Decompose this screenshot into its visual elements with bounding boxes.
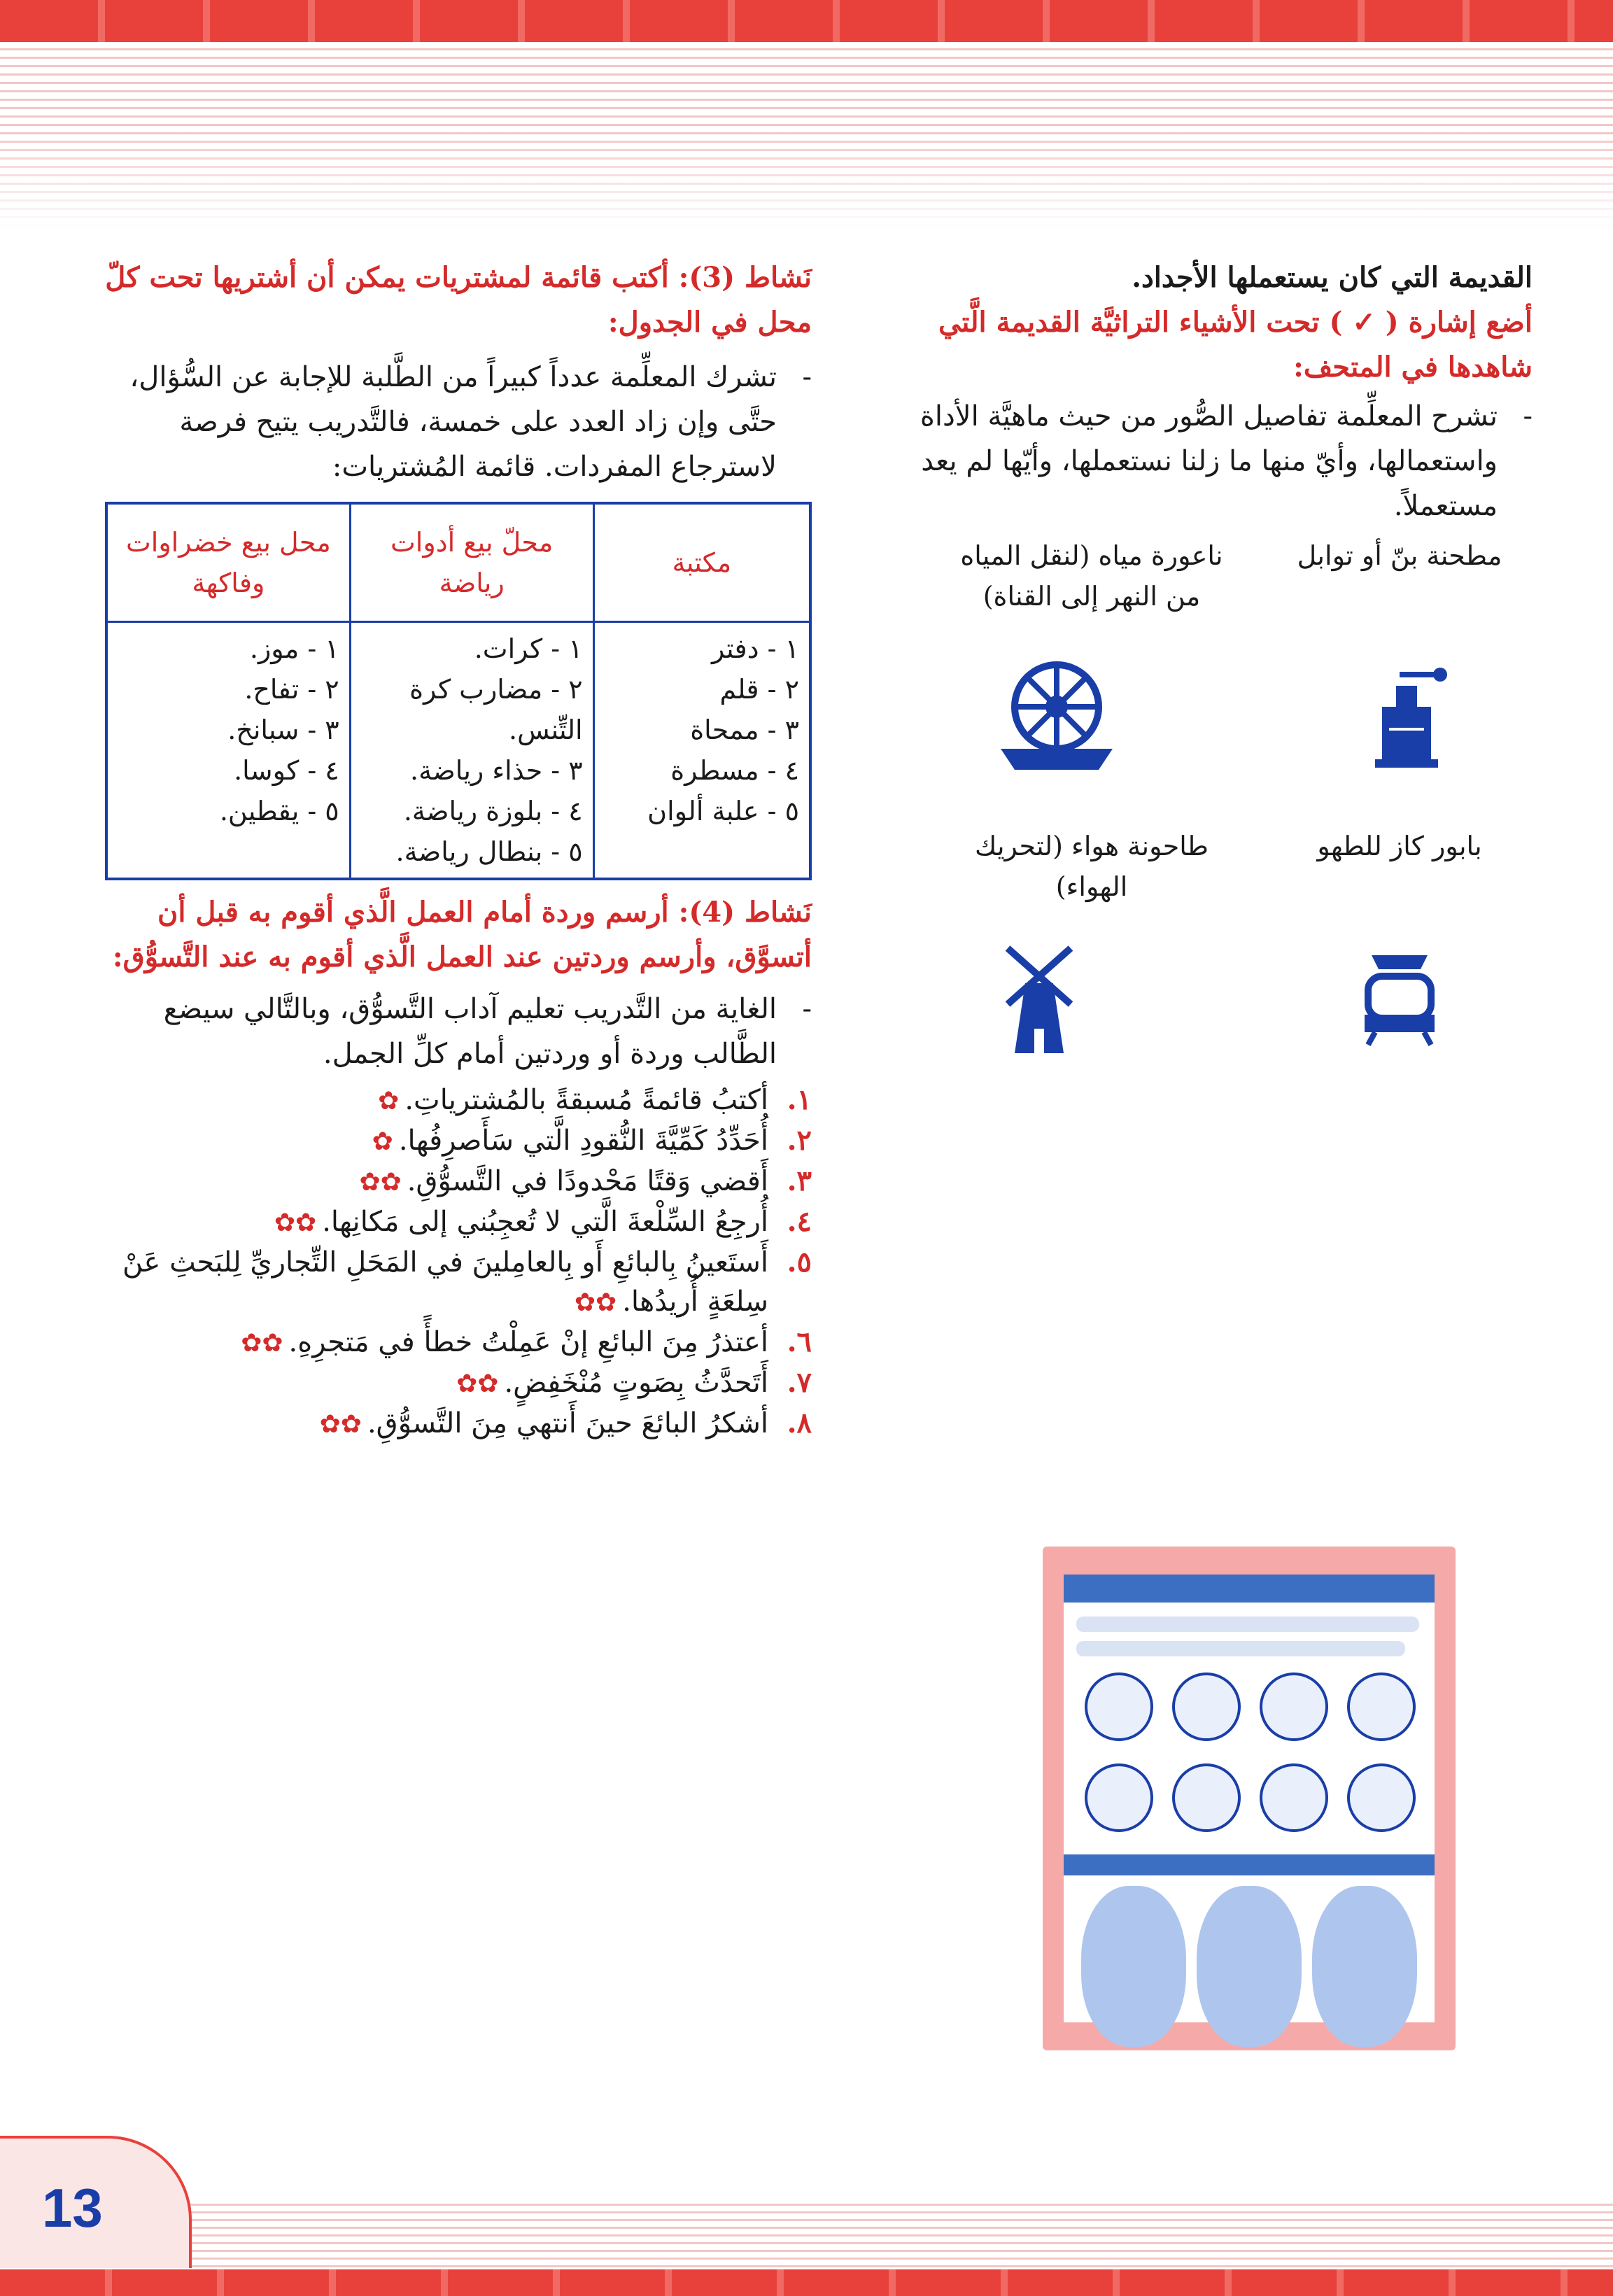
list-item: ٢ - قلم — [719, 674, 799, 705]
list-item: ٣ - حذاء رياضة. — [410, 755, 583, 786]
thumbnail-header — [1064, 1575, 1435, 1603]
bottom-decorative-band — [0, 2198, 1613, 2296]
top-red-strip — [0, 0, 1613, 42]
heritage-items-grid — [875, 528, 1533, 1074]
table-header-sports: محلّ بيع أدوات رياضة — [350, 503, 593, 622]
item-text: أَستَعينُ بِالبائعِ أَو بِالعامِلينَ في المَحَلِ التِّجاريِّ لِلبَحثِ عَنْ سِلعَةٍ أُريدُها. — [122, 1246, 768, 1318]
item-text: أَقضي وَقتًا مَحْدودًا في التَّسوُّقِ. — [407, 1165, 768, 1197]
thumbnail-circle — [1085, 1763, 1153, 1832]
list-item — [105, 1323, 812, 1363]
item-label-coffee-grinder: مطحنة بنّ أو توابل — [1297, 540, 1502, 571]
etiquette-list — [105, 1080, 812, 1444]
item-number: ١. — [787, 1083, 812, 1116]
thumbnail-circle — [1172, 1763, 1241, 1832]
table-row — [106, 622, 810, 880]
thumbnail-line — [1076, 1641, 1405, 1656]
list-item: ١ - موز. — [249, 633, 339, 664]
item-number: ٤. — [787, 1205, 812, 1238]
list-item: ٢ - تفاح. — [244, 674, 339, 705]
list-item: ٥ - بنطال رياضة. — [395, 836, 583, 867]
table-header-stationery: مكتبة — [593, 503, 810, 622]
list-item: ٤ - بلوزة رياضة. — [403, 796, 583, 826]
shopping-table — [105, 502, 812, 880]
list-item: ١ - كرات. — [474, 633, 583, 664]
activity-3-teacher-note: - تشرك المعلِّمة عدداً كبيراً من الطَّلبة للإجابة عن السُّؤال، حتَّى وإن زاد العدد على خمسة، فالتَّدريب يتيح فرصة لاسترجاع المفردات. قائمة المُشتريات: — [105, 355, 812, 489]
table-header-row — [106, 503, 810, 622]
list-item — [105, 1404, 812, 1444]
thumbnail-section-bar — [1064, 1854, 1435, 1875]
item-label-windmill: طاحونة هواء (لتحريك الهواء) — [974, 831, 1209, 902]
item-number: ٢. — [787, 1124, 812, 1157]
list-item: ٣ - ممحاة — [690, 714, 799, 745]
flower-icon: ✿✿ — [241, 1329, 283, 1358]
top-fade — [0, 133, 1613, 231]
thumbnail-blob — [1081, 1886, 1186, 2047]
thumbnail-circle — [1085, 1672, 1153, 1741]
top-decorative-band — [0, 0, 1613, 231]
list-item — [105, 1080, 812, 1121]
item-text: أعتذرُ مِنَ البائعِ إنْ عَمِلْتُ خطأً في مَتجرِهِ. — [288, 1326, 768, 1358]
activity-3-title: نَشاط (3): أكتب قائمة لمشتريات يمكن أن أشتريها تحت كلّ محل في الجدول: — [105, 261, 812, 339]
museum-teacher-note: - تشرح المعلِّمة تفاصيل الصُّور من حيث ماهيَّة الأداة واستعمالها، وأيّ منها ما زلنا نستعملها، وأيّها لم يعد مستعملاً. — [875, 394, 1533, 528]
thumbnail-circle — [1347, 1763, 1416, 1832]
item-text: أَتَحدَّثُ بِصَوتٍ مُنْخَفِضٍ. — [504, 1367, 768, 1399]
list-item: ٣ - سبانخ. — [227, 714, 339, 745]
left-column — [105, 255, 812, 1444]
list-item: ٤ - كوسا. — [234, 755, 339, 786]
item-number: ٧. — [787, 1366, 812, 1399]
flower-icon: ✿ — [372, 1127, 393, 1156]
item-number: ٥. — [787, 1246, 812, 1279]
flower-icon: ✿✿ — [274, 1209, 317, 1237]
right-column — [875, 255, 1533, 1074]
museum-instruction: أضع إشارة ( ✓ ) تحت الأشياء التراثيَّة القديمة الَّتي شاهدها في المتحف: — [938, 306, 1533, 383]
activity-4-teacher-note: - الغاية من التَّدريب تعليم آداب التَّسوُّق، وبالتَّالي سيضع الطَّالب وردة أو وردتين أمام كلِّ الجمل. — [105, 987, 812, 1076]
item-label-water-wheel: ناعورة مياه (لنقل المياه من النهر إلى القناة) — [960, 540, 1223, 612]
list-item: ١ - دفتر — [712, 633, 799, 664]
item-text: أشكرُ البائعَ حينَ أَنتهي مِنَ التَّسوُّقِ. — [367, 1407, 768, 1439]
activity-4-title: نَشاط (4): أرسم وردة أمام العمل الَّذي أقوم به قبل أن أتسوَّق، وأرسم وردتين عند العمل الَّذي أقوم به عند التَّسوُّق: — [112, 896, 812, 973]
table-cell-grocery — [106, 622, 350, 880]
flower-icon: ✿ — [378, 1087, 400, 1115]
item-number: ٣. — [787, 1164, 812, 1197]
list-item — [105, 1202, 812, 1243]
table-cell-stationery — [593, 622, 810, 880]
item-text: أُرجِعُ السِّلْعةَ الَّتي لا تُعجِبُني إلى مَكانِها. — [322, 1206, 768, 1238]
thumbnail-blob — [1312, 1886, 1417, 2047]
thumbnail-blob — [1197, 1886, 1302, 2047]
list-item — [105, 1162, 812, 1202]
list-item: ٤ - مسطرة — [670, 755, 799, 786]
flower-icon: ✿✿ — [359, 1168, 402, 1197]
item-text: أُحَدِّدُ كَمِّيَّةَ النُّقودِ الَّتي سَأَصرِفُها. — [398, 1125, 768, 1157]
item-number: ٦. — [787, 1325, 812, 1358]
table-header-grocery: محل بيع خضراوات وفاكهة — [106, 503, 350, 622]
water-wheel-icon — [994, 651, 1120, 780]
thumbnail-page — [1064, 1575, 1435, 2022]
item-label-kerosene-stove: بابور كاز للطهو — [1317, 831, 1482, 861]
flower-icon: ✿✿ — [319, 1410, 362, 1439]
student-page-thumbnail — [1043, 1547, 1456, 2050]
kerosene-stove-icon — [1351, 948, 1449, 1049]
coffee-grinder-icon — [1358, 658, 1456, 773]
bottom-red-strip — [0, 2269, 1613, 2296]
thumbnail-line — [1076, 1617, 1419, 1632]
item-number: ٨. — [787, 1407, 812, 1439]
table-cell-sports — [350, 622, 593, 880]
item-text: أكتبُ قائمةً مُسبقةً بالمُشترياتِ. — [404, 1084, 768, 1116]
flower-icon: ✿✿ — [574, 1288, 617, 1317]
windmill-icon — [994, 941, 1085, 1063]
list-item: ٥ - يقطين. — [219, 796, 339, 826]
thumbnail-circle — [1260, 1763, 1328, 1832]
flower-icon: ✿✿ — [456, 1369, 499, 1398]
thumbnail-circle — [1347, 1672, 1416, 1741]
page-number: 13 — [42, 2177, 103, 2239]
thumbnail-circle — [1260, 1672, 1328, 1741]
list-item: ٢ - مضارب كرة التِّنس. — [409, 674, 583, 745]
list-item — [105, 1121, 812, 1162]
intro-line: القديمة التي كان يستعملها الأجداد. — [1132, 261, 1533, 294]
list-item — [105, 1363, 812, 1404]
list-item: ٥ - علبة ألوان — [647, 796, 799, 826]
list-item — [105, 1243, 812, 1323]
thumbnail-circle — [1172, 1672, 1241, 1741]
